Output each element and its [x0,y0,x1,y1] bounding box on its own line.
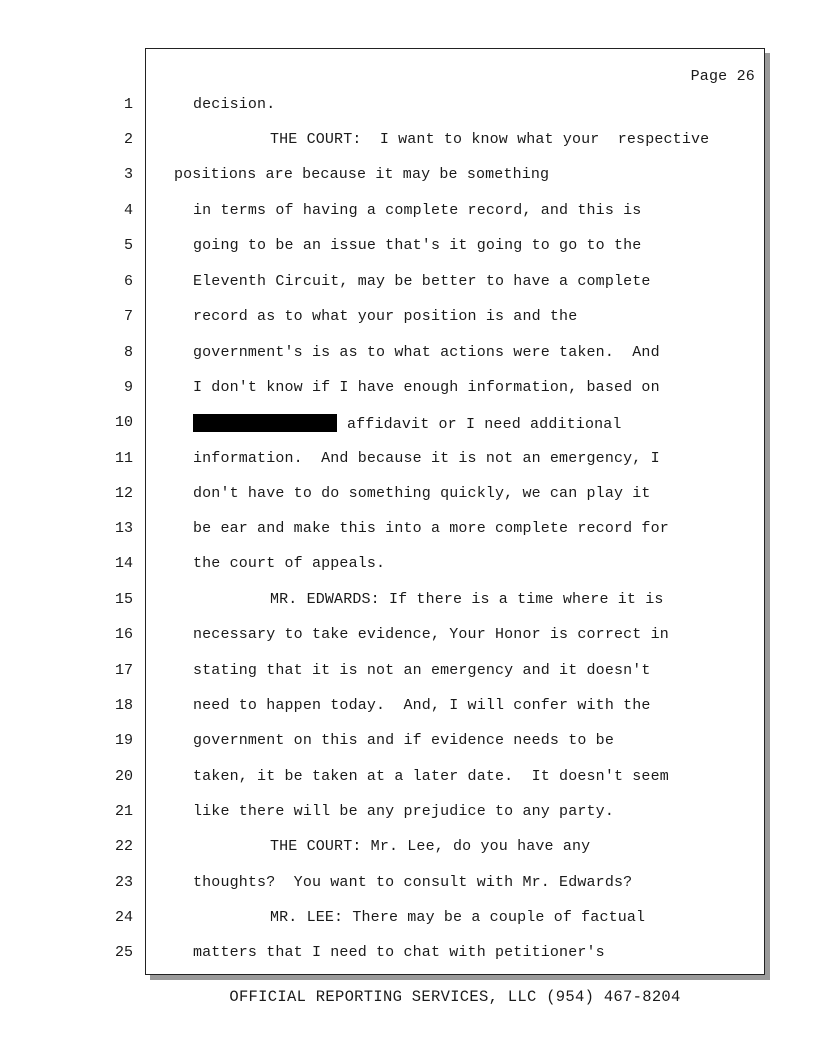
line-number: 6 [123,273,133,290]
transcript-page [145,48,765,975]
transcript-line: don't have to do something quickly, we can play it [193,485,651,502]
transcript-line: record as to what your position is and the [193,308,578,325]
line-number: 24 [114,909,133,926]
transcript-line: MR. EDWARDS: If there is a time where it is [270,591,664,608]
transcript-line: I don't know if I have enough information, based on [193,379,660,396]
line-number: 11 [114,450,133,467]
line-number: 1 [123,96,133,113]
line-number: 15 [114,591,133,608]
line-number: 3 [123,166,133,183]
transcript-line: thoughts? You want to consult with Mr. Edwards? [193,874,633,891]
transcript-line: government's is as to what actions were taken. And [193,344,660,361]
transcript-line: MR. LEE: There may be a couple of factual [270,909,646,926]
transcript-line: need to happen today. And, I will confer with the [193,697,651,714]
transcript-line: matters that I need to chat with petitioner's [193,944,605,961]
transcript-line: positions are because it may be something [174,166,550,183]
line-number: 22 [114,838,133,855]
line-number: 18 [114,697,133,714]
transcript-line: THE COURT: I want to know what your respective [270,131,710,148]
line-number: 14 [114,555,133,572]
transcript-line [193,414,622,434]
line-number: 23 [114,874,133,891]
redaction-bar [193,414,337,432]
line-number: 7 [123,308,133,325]
line-number: 16 [114,626,133,643]
transcript-line: Eleventh Circuit, may be better to have a complete [193,273,651,290]
line-number: 2 [123,131,133,148]
page-number: Page 26 [690,68,755,85]
footer-reporting-service: OFFICIAL REPORTING SERVICES, LLC (954) 467-8204 [229,988,681,1006]
line-number: 8 [123,344,133,361]
transcript-line: like there will be any prejudice to any party. [193,803,614,820]
transcript-line: THE COURT: Mr. Lee, do you have any [270,838,591,855]
transcript-line: decision. [193,96,276,113]
line-number: 17 [114,662,133,679]
transcript-line: going to be an issue that's it going to go to the [193,237,642,254]
transcript-line: in terms of having a complete record, and this is [193,202,642,219]
line-number: 12 [114,485,133,502]
transcript-line: necessary to take evidence, Your Honor is correct in [193,626,669,643]
transcript-line: government on this and if evidence needs to be [193,732,614,749]
transcript-line: information. And because it is not an emergency, I [193,450,660,467]
line-number: 13 [114,520,133,537]
line-number: 9 [123,379,133,396]
line-number: 21 [114,803,133,820]
line-number: 25 [114,944,133,961]
line-number: 20 [114,768,133,785]
line-number: 10 [114,414,133,431]
transcript-line: taken, it be taken at a later date. It doesn't seem [193,768,669,785]
line-number: 5 [123,237,133,254]
line-number: 19 [114,732,133,749]
line-number: 4 [123,202,133,219]
transcript-line-text: affidavit or I need additional [347,416,622,433]
transcript-line: stating that it is not an emergency and it doesn't [193,662,651,679]
transcript-line: be ear and make this into a more complete record for [193,520,669,537]
transcript-line: the court of appeals. [193,555,386,572]
